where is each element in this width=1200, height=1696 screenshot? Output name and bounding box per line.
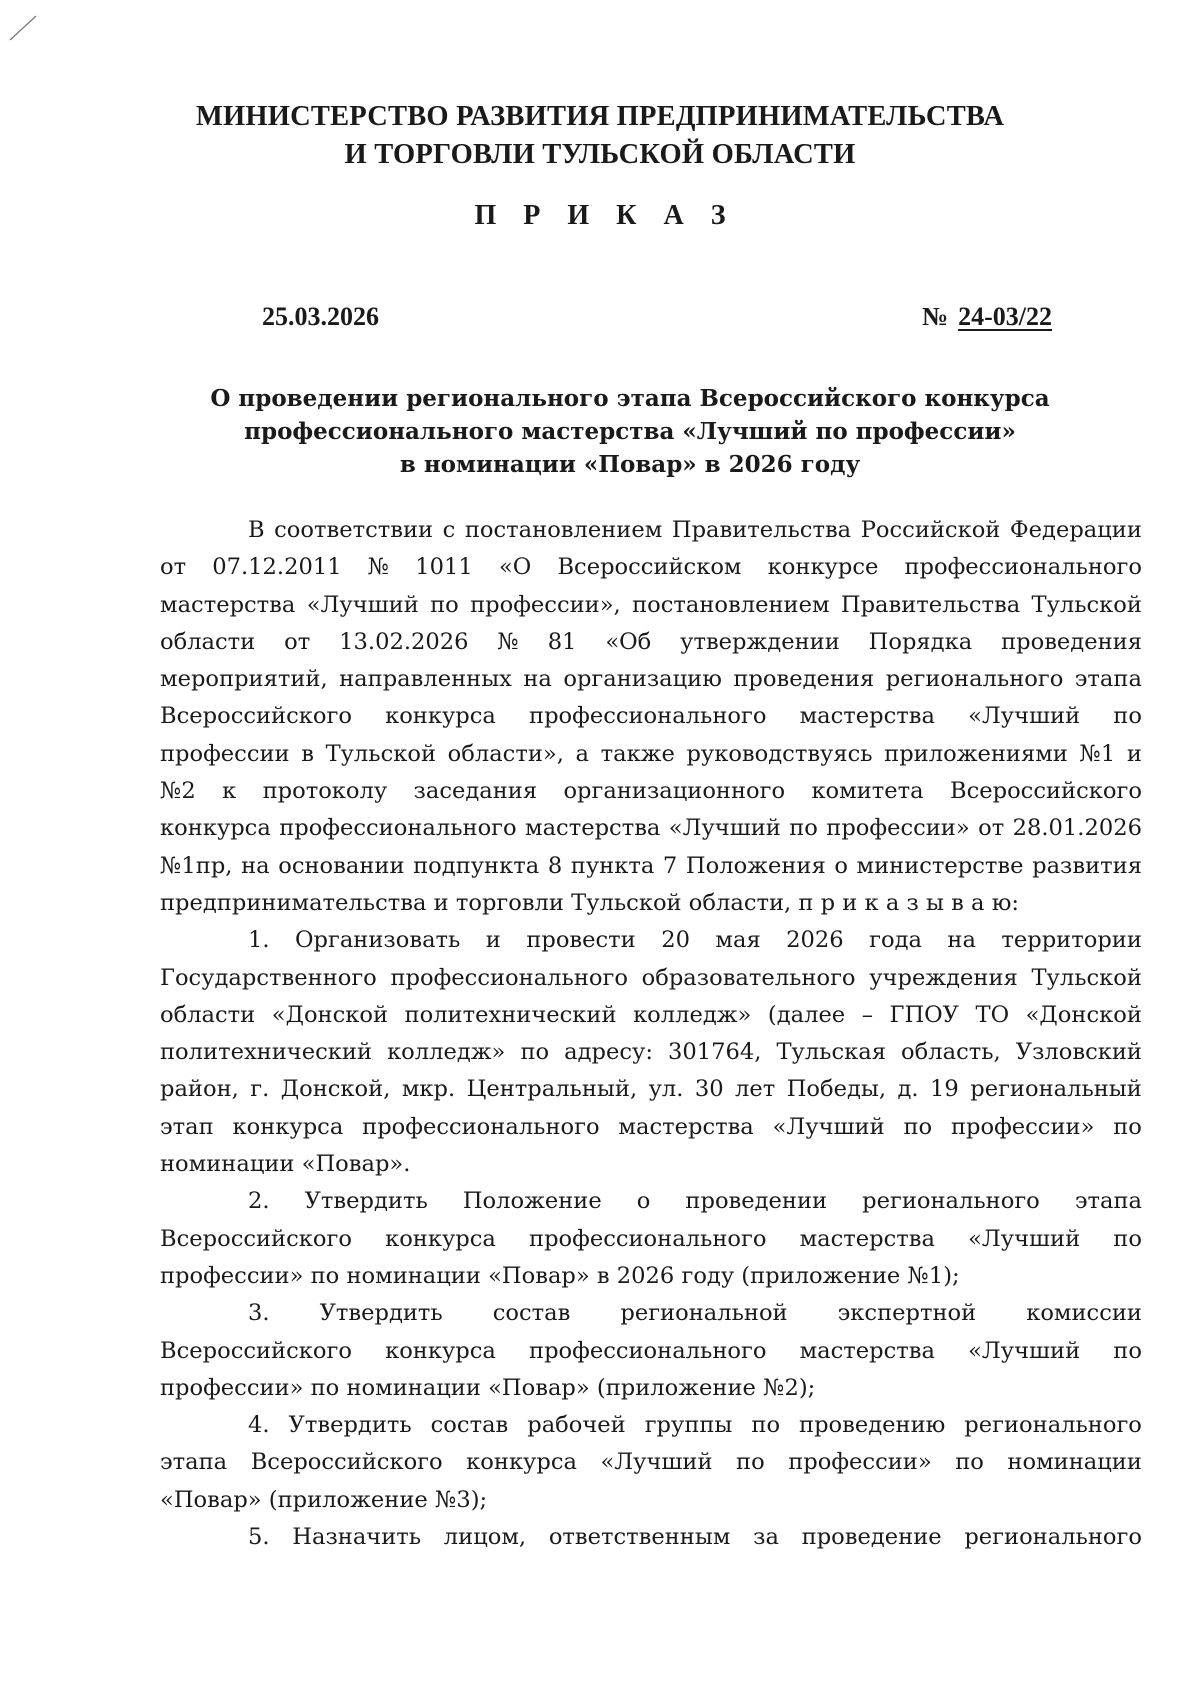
word: Всероссийском	[557, 554, 742, 581]
word: 5.	[248, 1524, 270, 1551]
word: Всероссийского	[160, 1337, 352, 1364]
word: образовательного	[641, 964, 856, 991]
word: на	[947, 927, 976, 954]
word: направленных	[339, 666, 512, 693]
word: Утвердить	[319, 1300, 443, 1327]
word: Тульской	[1031, 964, 1142, 991]
word: область,	[901, 1039, 1001, 1066]
word: Правительства	[671, 517, 852, 543]
word: «Лучший	[968, 703, 1081, 730]
word: 7	[662, 852, 678, 879]
word: пункта	[570, 852, 655, 879]
list-item-1-line	[160, 1034, 1142, 1071]
body-line	[160, 885, 1142, 922]
word: лет	[735, 1076, 776, 1103]
body-line-text: предпринимательства и торговли Тульской области,	[160, 889, 792, 916]
word: номинации	[1007, 1449, 1142, 1476]
word: постановлением	[464, 517, 663, 543]
word: за	[753, 1524, 779, 1551]
title-line-2: профессионального мастерства «Лучший по профессии»	[244, 418, 1016, 445]
word: д.	[897, 1076, 919, 1103]
word: развития	[1032, 852, 1142, 879]
body-line	[160, 810, 1142, 847]
title-line-1: О проведении регионального этапа Всероссийского конкурса	[210, 385, 1050, 412]
body-line	[160, 661, 1142, 698]
word: министерстве	[856, 852, 1024, 879]
word: о	[834, 852, 848, 879]
word: области»,	[447, 740, 564, 767]
list-item-1-line	[160, 960, 1142, 997]
word: мастерства	[799, 703, 935, 730]
word: по	[903, 1113, 933, 1140]
word: регионального	[885, 666, 1064, 693]
word: мастерства	[160, 591, 296, 618]
word: мастерства	[799, 1337, 935, 1364]
word: Утвердить	[304, 1188, 428, 1215]
ministry-name-line-2: И ТОРГОВЛИ ТУЛЬСКОЙ ОБЛАСТИ	[344, 139, 856, 170]
word: №1пр,	[160, 852, 233, 879]
word: мастерства	[525, 815, 661, 842]
word: по	[736, 1449, 765, 1476]
word: «Донской	[1025, 1001, 1142, 1028]
word: «Лучший	[668, 815, 781, 842]
word: этапа	[1074, 666, 1142, 693]
word: по	[955, 1449, 984, 1476]
body-line	[160, 698, 1142, 735]
word: «Лучший	[306, 591, 419, 618]
word: Положения	[685, 852, 826, 879]
word: экспертной	[837, 1300, 977, 1327]
word: а	[575, 740, 589, 767]
list-item-1-line	[160, 1071, 1142, 1108]
word: г.	[250, 1076, 270, 1103]
order-number-block	[922, 302, 1052, 332]
word: «Донской	[271, 1001, 389, 1028]
word: мастерства	[799, 1225, 935, 1252]
word: соответствии	[274, 517, 434, 543]
word: рабочей	[527, 1412, 626, 1439]
word: организацию	[563, 666, 722, 693]
word: основании	[278, 852, 405, 879]
body-line	[160, 512, 1142, 549]
word: «О	[498, 554, 532, 581]
word: комитета	[811, 778, 924, 805]
word: года	[869, 927, 922, 954]
word: профессии»,	[470, 591, 621, 618]
word: руководствуясь	[686, 740, 873, 767]
word: также	[600, 740, 675, 767]
word: конкурса	[385, 1337, 496, 1364]
word: мая	[715, 927, 761, 954]
word: профессионального	[390, 964, 628, 991]
body-line	[160, 587, 1142, 624]
word: заседания	[413, 778, 538, 805]
word: по	[1113, 703, 1142, 730]
word: организационного	[563, 778, 786, 805]
word: колледж»	[633, 1001, 752, 1028]
order-verb: п р и к а з ы в а ю:	[798, 889, 1019, 916]
word: Центральный,	[466, 1076, 638, 1103]
word: постановлением	[632, 591, 830, 618]
word: этап	[160, 1113, 214, 1140]
word: «Об	[605, 628, 652, 655]
word: №	[367, 554, 390, 581]
word: этапа	[1074, 1188, 1142, 1215]
word: ответственным	[548, 1524, 731, 1551]
word: 07.12.2011	[212, 554, 342, 581]
word: политехнический	[404, 1001, 617, 1028]
word: по	[1113, 1113, 1142, 1140]
word: 3.	[248, 1300, 270, 1327]
word: регионального	[862, 1188, 1040, 1215]
list-item-2-line: профессии» по номинации «Повар» в 2026 году (приложение №1);	[160, 1262, 960, 1289]
word: профессионального	[279, 815, 517, 842]
word: группы	[644, 1412, 733, 1439]
word: области	[160, 1001, 256, 1028]
word: конкурса	[232, 1113, 344, 1140]
word: мастерства	[618, 1113, 754, 1140]
word: 2.	[248, 1188, 270, 1215]
word: 19	[930, 1076, 959, 1103]
word: проведения	[1001, 628, 1142, 655]
body-line	[160, 549, 1142, 586]
word: 30	[694, 1076, 724, 1103]
word: ТО	[975, 1001, 1010, 1028]
word: Всероссийского	[949, 778, 1142, 805]
list-item-4-line	[160, 1444, 1142, 1481]
word: учреждения	[869, 964, 1018, 991]
word: Правительства	[840, 591, 1021, 618]
title-line-3: в номинации «Повар» в 2026 году	[399, 451, 861, 478]
word: «Лучший	[968, 1225, 1081, 1252]
word: профессии»	[950, 1113, 1095, 1140]
list-item-1-line	[160, 922, 1142, 959]
word: по	[1113, 1337, 1142, 1364]
word: проведению	[799, 1412, 946, 1439]
word: Тульской	[1031, 591, 1142, 618]
word: Российской	[860, 517, 1001, 543]
body-line	[160, 848, 1142, 885]
word: 8	[547, 852, 563, 879]
word: профессионального	[362, 1113, 600, 1140]
word: Федерации	[1009, 517, 1142, 543]
word: мкр.	[401, 1076, 456, 1103]
word: 1.	[248, 927, 270, 954]
word: проведении	[685, 1188, 828, 1215]
word: Всероссийского	[160, 703, 352, 730]
word: 28.01.2026	[1012, 815, 1142, 842]
word: утверждении	[680, 628, 840, 655]
word: лицом,	[443, 1524, 527, 1551]
word: Положение	[462, 1188, 602, 1215]
body-line	[160, 624, 1142, 661]
document-type: П Р И К А З	[474, 200, 736, 231]
word: Утвердить	[288, 1412, 412, 1439]
order-number: 24-03/22	[958, 302, 1052, 331]
word: по	[430, 591, 459, 618]
word: по	[1113, 1225, 1142, 1252]
word: и	[485, 927, 501, 954]
word: профессионального	[904, 554, 1142, 581]
word: №1	[1079, 740, 1116, 767]
word: по	[751, 1412, 781, 1439]
word: Порядка	[868, 628, 973, 655]
word: Тульской	[325, 740, 437, 767]
word: профессионального	[529, 1337, 767, 1364]
list-item-3-line: профессии» по номинации «Повар» (приложение №2);	[160, 1374, 816, 1401]
word: –	[861, 1001, 873, 1028]
word: по	[789, 815, 818, 842]
scan-artifact-stroke	[6, 10, 42, 46]
word: этапа	[160, 1449, 228, 1476]
ministry-name-line-1: МИНИСТЕРСТВО РАЗВИТИЯ ПРЕДПРИНИМАТЕЛЬСТВА	[195, 101, 1005, 132]
order-body	[160, 512, 1142, 1556]
word: №	[497, 628, 519, 655]
word: Государственного	[160, 964, 377, 991]
word: регионального	[964, 1412, 1142, 1439]
word: (далее	[767, 1001, 846, 1028]
word: №2	[160, 778, 196, 805]
word: территории	[1001, 927, 1142, 954]
word: район,	[160, 1076, 239, 1103]
body-line	[160, 736, 1142, 773]
word: 2026	[786, 927, 844, 954]
word: состав	[492, 1300, 571, 1327]
list-item-1-line	[160, 997, 1142, 1034]
word: регионального	[964, 1524, 1142, 1551]
word: по	[520, 1039, 550, 1066]
list-item-5-line	[160, 1519, 1142, 1556]
word: проведение	[801, 1524, 942, 1551]
word: комиссии	[1026, 1300, 1142, 1327]
word: от	[284, 628, 311, 655]
word: с	[442, 517, 456, 543]
word: конкурсе	[767, 554, 879, 581]
order-date: 25.03.2026	[262, 302, 379, 331]
word: 20	[661, 927, 690, 954]
word: на	[241, 852, 270, 879]
word: 13.02.2026	[339, 628, 469, 655]
word: «Лучший	[772, 1113, 885, 1140]
word: адресу:	[564, 1039, 653, 1066]
word: «Лучший	[600, 1449, 713, 1476]
word: конкурса	[385, 1225, 496, 1252]
word: профессии»	[788, 1449, 932, 1476]
ministry-header	[0, 98, 1200, 174]
list-item-4-line	[160, 1407, 1142, 1444]
word: состав	[430, 1412, 509, 1439]
word: конкурса	[466, 1449, 577, 1476]
word: региональный	[970, 1076, 1142, 1103]
date-number-line	[262, 302, 1052, 338]
word: на	[523, 666, 552, 693]
word: Всероссийского	[250, 1449, 443, 1476]
list-item-2-line	[160, 1221, 1142, 1258]
word: 4.	[248, 1412, 270, 1439]
word: профессии	[160, 740, 290, 767]
word: профессионального	[529, 703, 767, 730]
list-item-3-line	[160, 1333, 1142, 1370]
word: ГПОУ	[889, 1001, 959, 1028]
word: профессионального	[529, 1225, 767, 1252]
word: подпункта	[413, 852, 540, 879]
word: области	[160, 628, 256, 655]
word: приложениями	[884, 740, 1068, 767]
word: профессии»	[826, 815, 970, 842]
word: провести	[526, 927, 636, 954]
list-item-2-line	[160, 1183, 1142, 1220]
word: Победы,	[786, 1076, 887, 1103]
word: колледж»	[387, 1039, 506, 1066]
word: в	[301, 740, 314, 767]
word: региональной	[620, 1300, 788, 1327]
word: мероприятий,	[160, 666, 328, 693]
word: Тульская	[776, 1039, 886, 1066]
word: к	[222, 778, 237, 805]
word: 1011	[415, 554, 473, 581]
list-item-1-line	[160, 1109, 1142, 1146]
word: ул.	[648, 1076, 684, 1103]
list-item-3-line	[160, 1295, 1142, 1332]
word: от	[160, 554, 187, 581]
word: протоколу	[262, 778, 388, 805]
word: Донской,	[280, 1076, 391, 1103]
word: В	[248, 517, 265, 543]
word: «Лучший	[968, 1337, 1081, 1364]
word: 301764,	[667, 1039, 762, 1066]
word: от	[978, 815, 1005, 842]
word: Организовать	[295, 927, 461, 954]
word: Назначить	[292, 1524, 422, 1551]
word: о	[636, 1188, 651, 1215]
word: конкурса	[160, 815, 271, 842]
word: проведения	[733, 666, 875, 693]
word: Узловский	[1015, 1039, 1142, 1066]
list-item-4-line: «Повар» (приложение №3);	[160, 1486, 488, 1513]
word: политехнический	[160, 1039, 373, 1066]
word: Всероссийского	[160, 1225, 352, 1252]
list-item-1-line: номинации «Повар».	[160, 1151, 411, 1178]
body-line	[160, 773, 1142, 810]
word: конкурса	[385, 703, 496, 730]
order-title	[160, 382, 1100, 481]
number-label: №	[921, 302, 949, 331]
word: и	[1126, 740, 1142, 767]
word: 81	[547, 628, 577, 655]
